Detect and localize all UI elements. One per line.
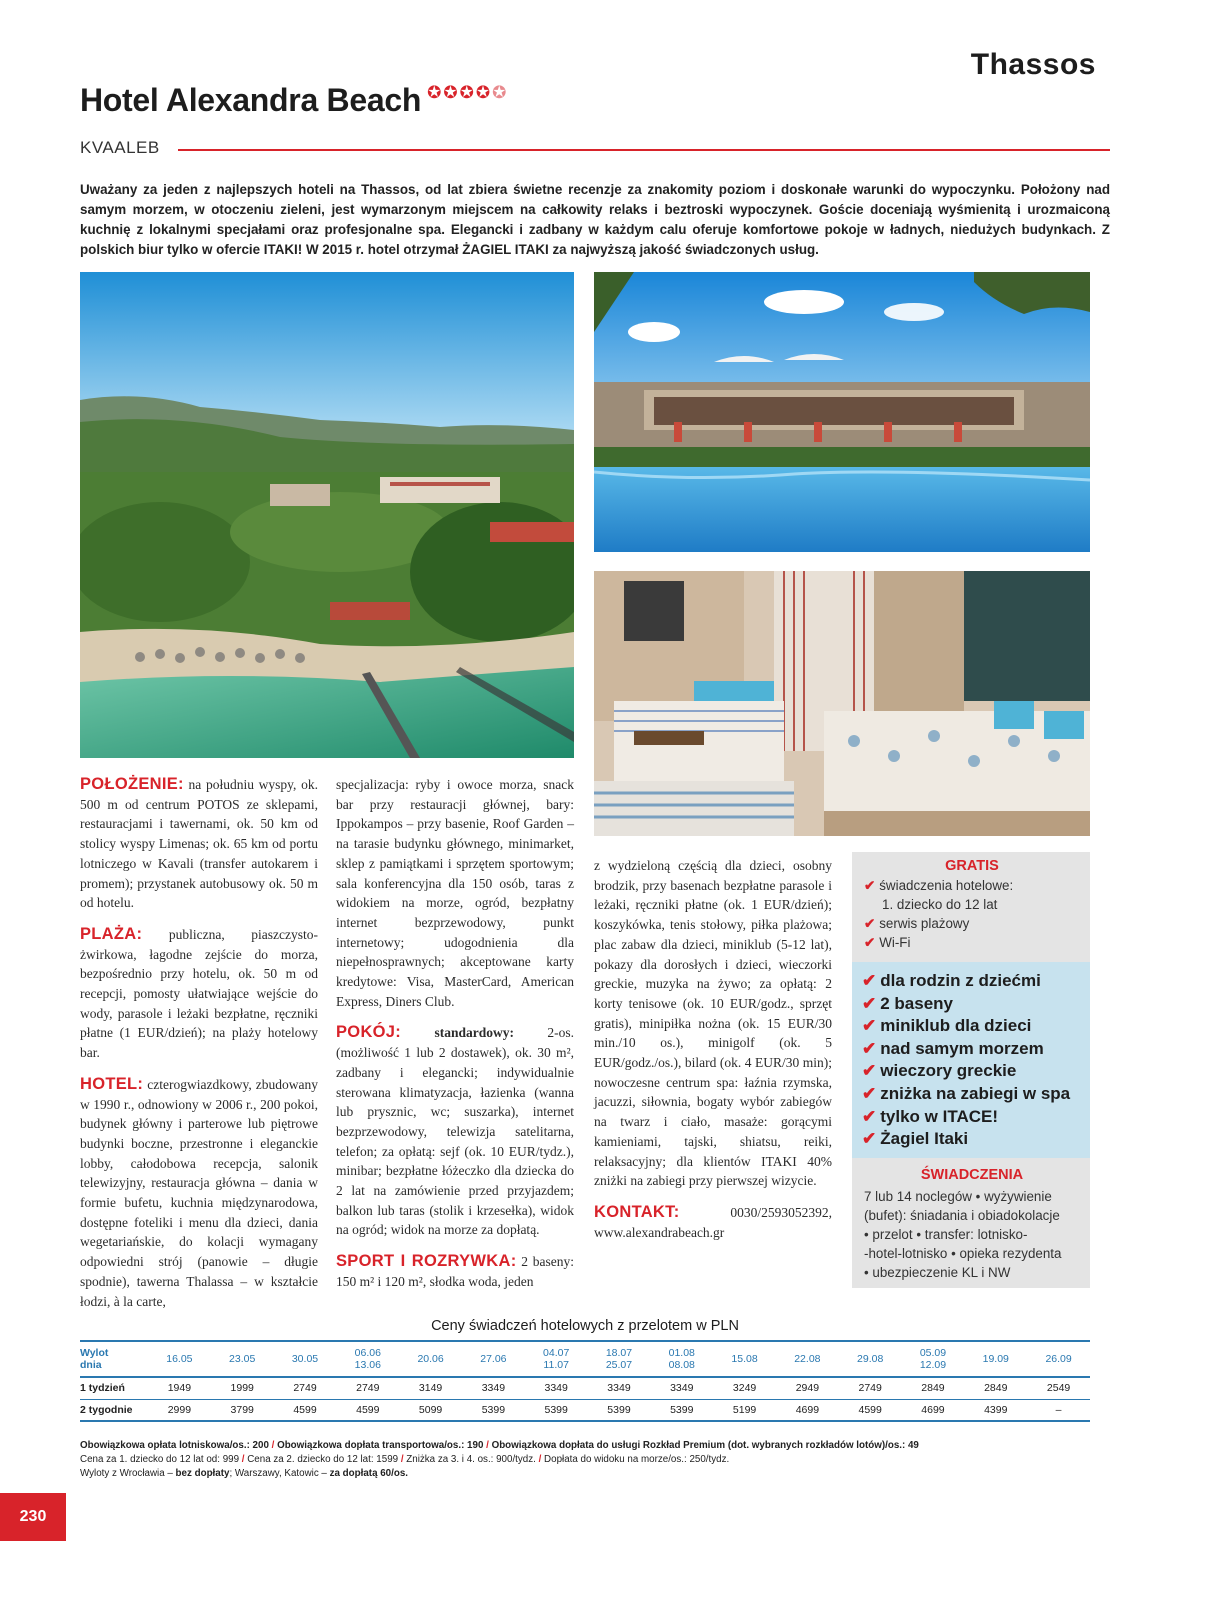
feature-label: nad samym morzem xyxy=(880,1038,1044,1058)
feature-item xyxy=(862,1060,1084,1083)
notes-text: za dopłatą 60/os. xyxy=(329,1468,409,1480)
price-table xyxy=(80,1340,1090,1422)
section-plaza xyxy=(80,925,318,1063)
departure-date-line: 11.07 xyxy=(543,1359,569,1371)
check-icon: ✔ xyxy=(862,971,877,990)
check-icon: ✔ xyxy=(862,1106,877,1126)
services-heading: ŚWIADCZENIA xyxy=(920,1167,1024,1183)
price-cell: 2749 xyxy=(274,1377,337,1399)
departure-date-line: 13.06 xyxy=(354,1359,381,1371)
description-column-3 xyxy=(594,856,832,1254)
departure-date xyxy=(1027,1341,1090,1377)
departure-date-line: 15.08 xyxy=(731,1353,758,1365)
feature-label: wieczory greckie xyxy=(880,1061,1017,1081)
price-cell: 5399 xyxy=(544,1403,568,1416)
section-heading: POKÓJ: xyxy=(336,1023,402,1042)
feature-item xyxy=(862,1083,1084,1106)
price-body xyxy=(80,1377,1090,1421)
notes-line xyxy=(80,1439,1090,1453)
price-cell: 5399 xyxy=(670,1403,694,1416)
gratis-box xyxy=(852,852,1090,962)
page-number: 230 xyxy=(0,1493,66,1541)
departure-date-line: 20.06 xyxy=(417,1353,444,1365)
notes-text: Wyloty z Wrocławia – xyxy=(80,1468,176,1480)
price-section xyxy=(80,1318,1090,1422)
price-cell: 2549 xyxy=(1027,1377,1090,1399)
price-table-title: Ceny świadczeń hotelowych z przelotem w PLN xyxy=(431,1318,739,1334)
departure-date xyxy=(902,1341,965,1377)
pool-photo xyxy=(594,272,1090,552)
section-text: na południu wyspy, ok. 500 m od centrum POTOS ze sklepami, restauracjami i tawernami, ok. 50 km od stolicy wyspy Limenas; ok. 65 km od portu lotniczego w Kavali (transfer autokarem i promem); przystanek autobusowy ok. 50 m od hotelu. xyxy=(80,777,319,911)
feature-item xyxy=(862,1128,1084,1151)
check-icon: ✔ xyxy=(862,1083,877,1103)
feature-item xyxy=(862,970,1084,993)
notes-text: Obowiązkowa opłata lotniskowa/os.: 200 xyxy=(80,1440,269,1451)
gratis-item-label: Wi-Fi xyxy=(879,935,911,950)
feature-item xyxy=(862,1015,1084,1038)
price-cell: 3349 xyxy=(525,1377,588,1399)
check-icon: ✔ xyxy=(862,1129,877,1149)
price-cell: 4699 xyxy=(795,1403,820,1416)
feature-label: dla rodzin z dziećmi xyxy=(880,971,1041,990)
departure-label-line: dnia xyxy=(80,1359,102,1371)
price-cell: 5199 xyxy=(732,1403,757,1416)
aerial-photo xyxy=(80,272,574,758)
price-cell: 2999 xyxy=(167,1403,192,1416)
notes-text: Cena za 1. dziecko do 12 lat od: 999 xyxy=(80,1454,240,1466)
section-kontakt xyxy=(594,1203,832,1242)
price-cell: 2749 xyxy=(336,1377,399,1399)
separator-icon: / xyxy=(239,1454,248,1466)
region-title: Thassos xyxy=(970,48,1096,81)
price-row xyxy=(80,1399,1090,1421)
price-cell: 2949 xyxy=(776,1377,839,1399)
departure-date-line: 27.06 xyxy=(480,1353,507,1365)
half-star-icon: ✪ xyxy=(492,83,507,102)
departure-date-line: 16.05 xyxy=(166,1353,193,1365)
gratis-item-label: świadczenia hotelowe: xyxy=(879,878,1014,893)
departure-date-line: 22.08 xyxy=(794,1353,821,1365)
departure-date-line: 19.09 xyxy=(982,1353,1009,1365)
departure-date xyxy=(713,1341,776,1377)
price-cell: 3349 xyxy=(462,1377,525,1399)
star-icon: ✪ xyxy=(427,83,442,102)
section-heading: PLAŻA: xyxy=(80,924,143,943)
price-cell: 3799 xyxy=(230,1403,254,1416)
price-cell: 3149 xyxy=(399,1377,462,1399)
section-hotel-continued: specjalizacja: ryby i owoce morza, snack bar przy restauracji głównej, bary: Ippokampos – przy basenie, Roof Garden – na tarasie budynku głównego, minimarket, sklep z pamiątkami i sprzętem sportowym; sala konferencyjna dla 150 osób, taras z widokiem na morze, ogród, bezpłatny internet bezprzewodowy, punkt internetowy; udogodnienia dla niepełnosprawnych; akceptowane karty kredytowe: Visa, MasterCard, American Express, Diners Club. xyxy=(336,777,574,1009)
section-heading: KONTAKT: xyxy=(594,1202,680,1221)
section-sport-continued: z wydzieloną częścią dla dzieci, osobny brodzik, przy basenach bezpłatne parasole i leżaki, ręczniki płatne (ok. 1 EUR/dzień); koszykówka, tenis stołowy, piłka plażowa; plac zabaw dla dzieci, miniklub (5-12 lat), pokazy dla dorosłych i dzieci, wieczorki greckie, muzyka na żywo; za opłatą: 2 korty tenisowe (ok. 10 EUR/godz., sprzęt gratis), minipiłka nożna (ok. 15 EUR/30 min./10 os.), minigolf (ok. 5 EUR/godz./os.), bilard (ok. 4 EUR/30 min); nowoczesne centrum spa: łaźnia rzymska, jacuzzi, siłownia, bogaty wybór zabiegów na twarz i ciało, masaże: gorącymi kamieniami, tajski, shiatsu, reiki, relaksacyjny; dla klientów ITAKI 40% zniżki na zabiegi przy pierwszej wizycie. xyxy=(594,858,832,1189)
notes-line xyxy=(80,1453,1090,1467)
section-text: publiczna, piaszczysto-żwirkowa, łagodne zejście do morza, bezpośrednio przy hotelu, ok. 50 m od recepcji, pomosty ułatwiające wejście do wody, parasole i leżaki bezpłatne, ręczniki płatne (1 EUR/dzień); na plaży hotelowy bar. xyxy=(80,926,318,1061)
feature-label: tylko w ITACE! xyxy=(880,1106,998,1126)
departure-date-line: 18.07 xyxy=(605,1347,633,1359)
notes-text: Dopłata do widoku na morze/os.: 250/tydz. xyxy=(544,1454,730,1466)
gratis-item xyxy=(864,933,1080,952)
check-icon: ✔ xyxy=(862,1061,877,1081)
notes-text: ; Warszawy, Katowic – xyxy=(229,1468,330,1480)
star-rating xyxy=(427,84,506,101)
departure-date xyxy=(336,1341,399,1377)
notes-line xyxy=(80,1467,1090,1481)
departure-date-line: 12.09 xyxy=(919,1359,947,1371)
contact-text: 0030/2593052392, www.alexandrabeach.gr xyxy=(594,1204,832,1240)
separator-icon: / xyxy=(535,1454,545,1466)
section-heading: SPORT I ROZRYWKA: xyxy=(336,1252,517,1271)
price-cell: 1999 xyxy=(211,1377,274,1399)
room-type: standardowy: xyxy=(434,1025,514,1041)
check-icon: ✔ xyxy=(864,878,876,893)
services-line: • przelot • transfer: lotnisko- xyxy=(864,1227,1028,1242)
price-cell: 4399 xyxy=(984,1403,1008,1416)
departure-date-line: 25.07 xyxy=(605,1359,633,1371)
price-header-row xyxy=(80,1341,1090,1377)
hotel-code-row xyxy=(80,138,1110,158)
notes-text: bez dopłaty xyxy=(175,1468,230,1480)
feature-label: 2 baseny xyxy=(880,993,954,1013)
section-heading: POŁOŻENIE: xyxy=(80,775,184,793)
notes-text: Obowiązkowa dopłata do usługi Rozkład Premium (dot. wybranych rozkładów lotów)/os.: 49 xyxy=(491,1440,919,1451)
departure-date xyxy=(211,1341,274,1377)
departure-date-line: 06.06 xyxy=(354,1347,381,1359)
description-column-1 xyxy=(80,775,318,1323)
departure-date xyxy=(399,1341,462,1377)
departure-date xyxy=(588,1341,651,1377)
services-line: • ubezpieczenie KL i NW xyxy=(864,1265,1011,1280)
star-icon: ✪ xyxy=(459,83,474,102)
intro-paragraph: Uważany za jeden z najlepszych hoteli na Thassos, od lat zbiera świetne recenzje za znakomity poziom i doskonałe warunki do wypoczynku. Położony nad samym morzem, w otoczeniu zieleni, jest wymarzonym miejscem na całkowity relaks i beztroski wypoczynek. Goście doceniają wyśmienitą i urozmaiconą kuchnię z lokalnymi specjałami oraz profesjonalne spa. Elegancki i zadbany w każdym calu oferuje komfortowe pokoje w ładnych, niedużych budynkach. Z polskich biur tylko w ofercie ITAKI! W 2015 r. hotel otrzymał ŻAGIEL ITAKI za najwyższą jakość świadczonych usług. xyxy=(80,182,1110,257)
services-line: (bufet): śniadania i obiadokolacje xyxy=(864,1208,1060,1223)
price-notes xyxy=(80,1439,1090,1482)
gratis-item xyxy=(864,876,1080,895)
star-icon: ✪ xyxy=(475,83,491,102)
price-cell: 1949 xyxy=(148,1377,211,1399)
check-icon: ✔ xyxy=(862,993,877,1013)
gratis-item xyxy=(864,914,1080,933)
price-cell: 4599 xyxy=(356,1403,380,1416)
description-column-2 xyxy=(336,775,574,1304)
check-icon: ✔ xyxy=(862,1016,877,1036)
departure-date xyxy=(274,1341,337,1377)
divider xyxy=(178,149,1110,151)
notes-text: Zniżka za 3. i 4. os.: 900/tydz. xyxy=(406,1454,536,1466)
departure-label-line: Wylot xyxy=(80,1347,109,1359)
hotel-name: Hotel Alexandra Beach xyxy=(80,82,422,118)
departure-date xyxy=(148,1341,211,1377)
price-cell: 5399 xyxy=(607,1403,631,1416)
departure-date-line: 26.09 xyxy=(1045,1353,1072,1365)
notes-text: Obowiązkowa dopłata transportowa/os.: 190 xyxy=(277,1440,484,1451)
price-cell: 5099 xyxy=(418,1403,443,1416)
services-line: -hotel-lotnisko • opieka rezydenta xyxy=(864,1246,1062,1261)
services-box xyxy=(852,1158,1090,1288)
feature-item xyxy=(862,1106,1084,1129)
price-cell: 4699 xyxy=(921,1403,945,1416)
section-heading: HOTEL: xyxy=(80,1074,144,1093)
features-box xyxy=(852,962,1090,1158)
section-pokoj xyxy=(336,1023,574,1240)
feature-label: Żagiel Itaki xyxy=(880,1129,969,1149)
price-cell: 2849 xyxy=(964,1377,1027,1399)
section-text: 2 baseny: 150 m² i 120 m², słodka woda, jeden xyxy=(336,1254,575,1289)
departure-label xyxy=(80,1341,148,1377)
departure-date-line: 04.07 xyxy=(543,1347,570,1359)
price-cell: – xyxy=(1055,1403,1062,1416)
price-cell: 4599 xyxy=(858,1403,882,1416)
gratis-heading: GRATIS xyxy=(945,858,999,874)
price-cell: 5399 xyxy=(481,1403,506,1416)
duration-label: 2 tygodnie xyxy=(80,1403,133,1416)
star-icon: ✪ xyxy=(443,83,458,102)
separator-icon: / xyxy=(398,1454,407,1466)
notes-text: Cena za 2. dziecko do 12 lat: 1599 xyxy=(247,1454,399,1466)
section-polozenie xyxy=(80,775,318,913)
departure-date xyxy=(462,1341,525,1377)
feature-item xyxy=(862,993,1084,1016)
section-text: 2-os. (możliwość 1 lub 2 dostawek), ok. 30 m², zadbany i elegancki; indywidualnie sterowana klimatyzacja, łazienka (wanna lub prysznic, wc; suszarka), internet bezprzewodowy, telewizja satelitarna, telefon; za opłatą: sejf (ok. 10 EUR/tydz.), minibar; bezpłatne łóżeczko dla dziecka do 2 lat na zamówienie przed przyjazdem; balkon lub taras (stolik i krzesełka), widok na ogród; widok na morze za dopłatą. xyxy=(336,1025,575,1238)
departure-date xyxy=(839,1341,902,1377)
departure-date-line: 05.09 xyxy=(919,1347,947,1359)
feature-label: miniklub dla dzieci xyxy=(880,1016,1032,1036)
gratis-item-label: serwis plażowy xyxy=(879,916,970,931)
feature-item xyxy=(862,1038,1084,1061)
price-cell: 3249 xyxy=(713,1377,776,1399)
departure-date xyxy=(776,1341,839,1377)
feature-label: zniżka na zabiegi w spa xyxy=(880,1083,1071,1103)
departure-date xyxy=(525,1341,588,1377)
separator-icon: / xyxy=(483,1440,492,1451)
price-cell: 3349 xyxy=(588,1377,651,1399)
departure-date-line: 30.05 xyxy=(291,1353,319,1365)
room-photo xyxy=(594,571,1090,836)
departure-date-line: 23.05 xyxy=(229,1353,256,1365)
price-cell: 4599 xyxy=(293,1403,317,1416)
separator-icon: / xyxy=(268,1440,278,1451)
section-text: czterogwiazdkowy, zbudowany w 1990 r., odnowiony w 2006 r., 200 pokoi, budynek główny i parterowe lub piętrowe budynki boczne, przestronne i eleganckie lobby, całodobowa recepcja, salonik telewizyjny, restauracja główna – dania w formie bufetu, kuchnia międzynarodowa, dostępne foteliki i menu dla dzieci, dania wegetariańskie, do kolacji wymagany odpowiedni strój (panowie – długie spodnie), tawerna Thalassa – w kształcie łodzi, à la carte, xyxy=(80,1076,318,1309)
departure-date-line: 08.08 xyxy=(668,1359,695,1371)
departure-date-line: 01.08 xyxy=(668,1347,695,1359)
hotel-code: KVAALEB xyxy=(80,138,160,157)
gratis-subitem: 1. dziecko do 12 lat xyxy=(882,897,998,912)
section-hotel xyxy=(80,1075,318,1311)
departure-date-line: 29.08 xyxy=(857,1353,884,1365)
section-sport xyxy=(336,1252,574,1291)
check-icon: ✔ xyxy=(862,1038,877,1058)
price-cell: 2849 xyxy=(902,1377,965,1399)
hotel-title-row xyxy=(80,82,506,119)
price-cell: 2749 xyxy=(839,1377,902,1399)
departure-date xyxy=(650,1341,713,1377)
duration-label: 1 tydzień xyxy=(80,1377,148,1399)
check-icon: ✔ xyxy=(864,935,876,950)
price-row xyxy=(80,1377,1090,1399)
departure-date xyxy=(964,1341,1027,1377)
check-icon: ✔ xyxy=(864,916,876,931)
price-cell: 3349 xyxy=(650,1377,713,1399)
services-line: 7 lub 14 noclegów • wyżywienie xyxy=(864,1189,1052,1204)
